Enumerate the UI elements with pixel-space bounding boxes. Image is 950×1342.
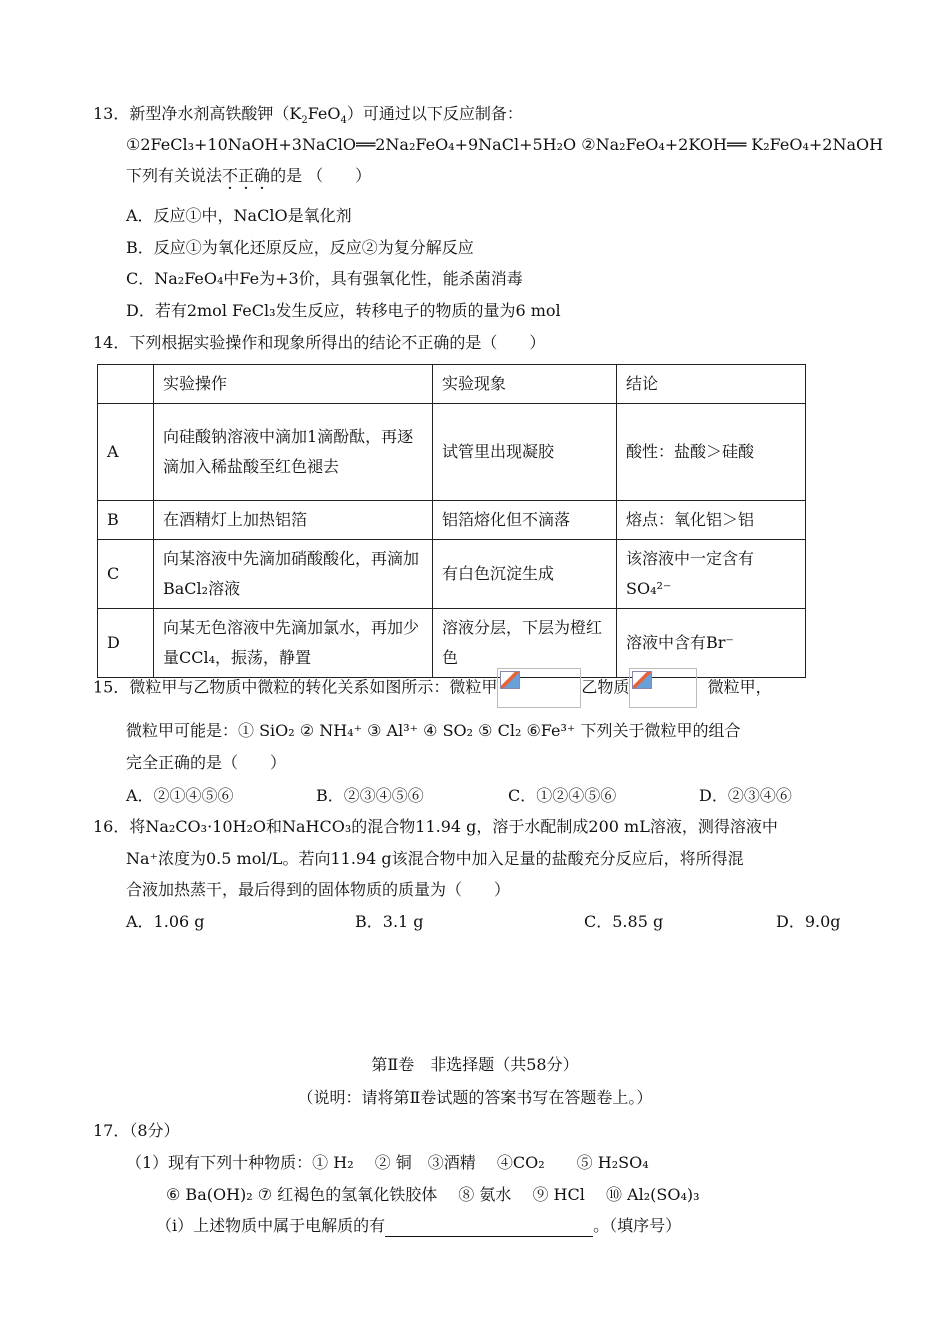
row-label: A	[98, 404, 154, 501]
part2-note: （说明：请将第Ⅱ卷试题的答案书写在答题卷上。）	[297, 1088, 653, 1107]
conclusion-cell: 溶液中含有Br⁻	[617, 609, 806, 678]
broken-image-icon	[629, 668, 697, 708]
q16-option-a: A．1.06 g	[126, 912, 205, 931]
table-row	[98, 540, 806, 609]
q16-option-d: D．9.0g	[776, 912, 841, 931]
q13-option-a: A．反应①中，NaClO是氧化剂	[126, 206, 352, 225]
q13-option-d: D．若有2mol FeCl₃发生反应，转移电子的物质的量为6 mol	[126, 301, 561, 320]
q16-line3: 合液加热蒸干，最后得到的固体物质的质量为（ ）	[126, 880, 511, 899]
q15-line1: 15．微粒甲与乙物质中微粒的转化关系如图所示：微粒甲 乙物质 微粒甲，	[93, 668, 772, 708]
q16-option-b: B．3.1 g	[355, 912, 424, 931]
q15-line2: 微粒甲可能是：① SiO₂ ② NH₄⁺ ③ Al³⁺ ④ SO₂ ⑤ Cl₂ ⑥Fe³⁺ 下列关于微粒甲的组合	[126, 721, 741, 740]
q13-option-b: B．反应①为氧化还原反应，反应②为复分解反应	[126, 238, 474, 257]
q17-line3: （ⅰ）上述物质中属于电解质的有 。（填序号）	[156, 1216, 682, 1235]
experiment-table	[97, 364, 806, 678]
phenomenon-cell: 铝箔熔化但不滴落	[433, 501, 617, 540]
q17-line1: （1）现有下列十种物质：① H₂ ② 铜 ③酒精 ④CO₂ ⑤ H₂SO₄	[126, 1153, 649, 1172]
operation-cell: 在酒精灯上加热铝箔	[154, 501, 433, 540]
q14-stem: 14．下列根据实验操作和现象所得出的结论不正确的是（ ）	[93, 333, 546, 352]
q13-equations: ①2FeCl₃+10NaOH+3NaClO══2Na₂FeO₄+9NaCl+5H₂O ②Na₂FeO₄+2KOH══ K₂FeO₄+2NaOH	[126, 135, 884, 154]
row-label: B	[98, 501, 154, 540]
part2-title: 第Ⅱ卷 非选择题（共58分）	[371, 1055, 579, 1074]
q15-option-a: A．②①④⑤⑥	[126, 786, 234, 805]
row-label: C	[98, 540, 154, 609]
conclusion-cell: 熔点：氧化铝＞铝	[617, 501, 806, 540]
answer-blank[interactable]	[385, 1218, 593, 1237]
q16-line2: Na⁺浓度为0.5 mol/L。若向11.94 g该混合物中加入足量的盐酸充分反应后，将所得混	[126, 849, 744, 868]
q17-heading: 17．（8分）	[93, 1121, 180, 1140]
q15-line3: 完全正确的是（ ）	[126, 753, 287, 772]
table-header-cell: 实验现象	[433, 365, 617, 404]
emphasis-char: 不	[222, 166, 239, 185]
broken-image-icon	[497, 668, 581, 708]
q13-ask: 下列有关说法不正确的是 （ ）	[126, 166, 372, 185]
q15-option-b: B．②③④⑤⑥	[316, 786, 424, 805]
q15-option-d: D．②③④⑥	[699, 786, 792, 805]
q16-line1: 16．将Na₂CO₃·10H₂O和NaHCO₃的混合物11.94 g，溶于水配制成200 mL溶液，测得溶液中	[93, 817, 778, 836]
emphasis-char: 确	[254, 166, 271, 185]
phenomenon-cell: 溶液分层，下层为橙红色	[433, 609, 617, 678]
table-header-cell	[98, 365, 154, 404]
table-header-cell: 实验操作	[154, 365, 433, 404]
table-row	[98, 404, 806, 501]
q13-option-c: C．Na₂FeO₄中Fe为+3价，具有强氧化性，能杀菌消毒	[126, 269, 523, 288]
q17-line2: ⑥ Ba(OH)₂ ⑦ 红褐色的氢氧化铁胶体 ⑧ 氨水 ⑨ HCl ⑩ Al₂(SO₄)₃	[166, 1185, 700, 1204]
operation-cell: 向某无色溶液中先滴加氯水，再加少量CCl₄，振荡，静置	[154, 609, 433, 678]
q16-option-c: C．5.85 g	[584, 912, 664, 931]
q15-option-c: C．①②④⑤⑥	[508, 786, 617, 805]
conclusion-cell: 酸性：盐酸＞硅酸	[617, 404, 806, 501]
emphasis-char: 正	[238, 166, 255, 185]
table-row	[98, 501, 806, 540]
q13-stem: 13．新型净水剂高铁酸钾$(K_2FeO_4)$可通过以下反应制备：	[93, 104, 523, 127]
phenomenon-cell: 试管里出现凝胶	[433, 404, 617, 501]
operation-cell: 向硅酸钠溶液中滴加1滴酚酞，再逐滴加入稀盐酸至红色褪去	[154, 404, 433, 501]
table-header-cell: 结论	[617, 365, 806, 404]
conclusion-cell: 该溶液中一定含有SO₄²⁻	[617, 540, 806, 609]
row-label: D	[98, 609, 154, 678]
phenomenon-cell: 有白色沉淀生成	[433, 540, 617, 609]
operation-cell: 向某溶液中先滴加硝酸酸化，再滴加BaCl₂溶液	[154, 540, 433, 609]
table-header-row	[98, 365, 806, 404]
